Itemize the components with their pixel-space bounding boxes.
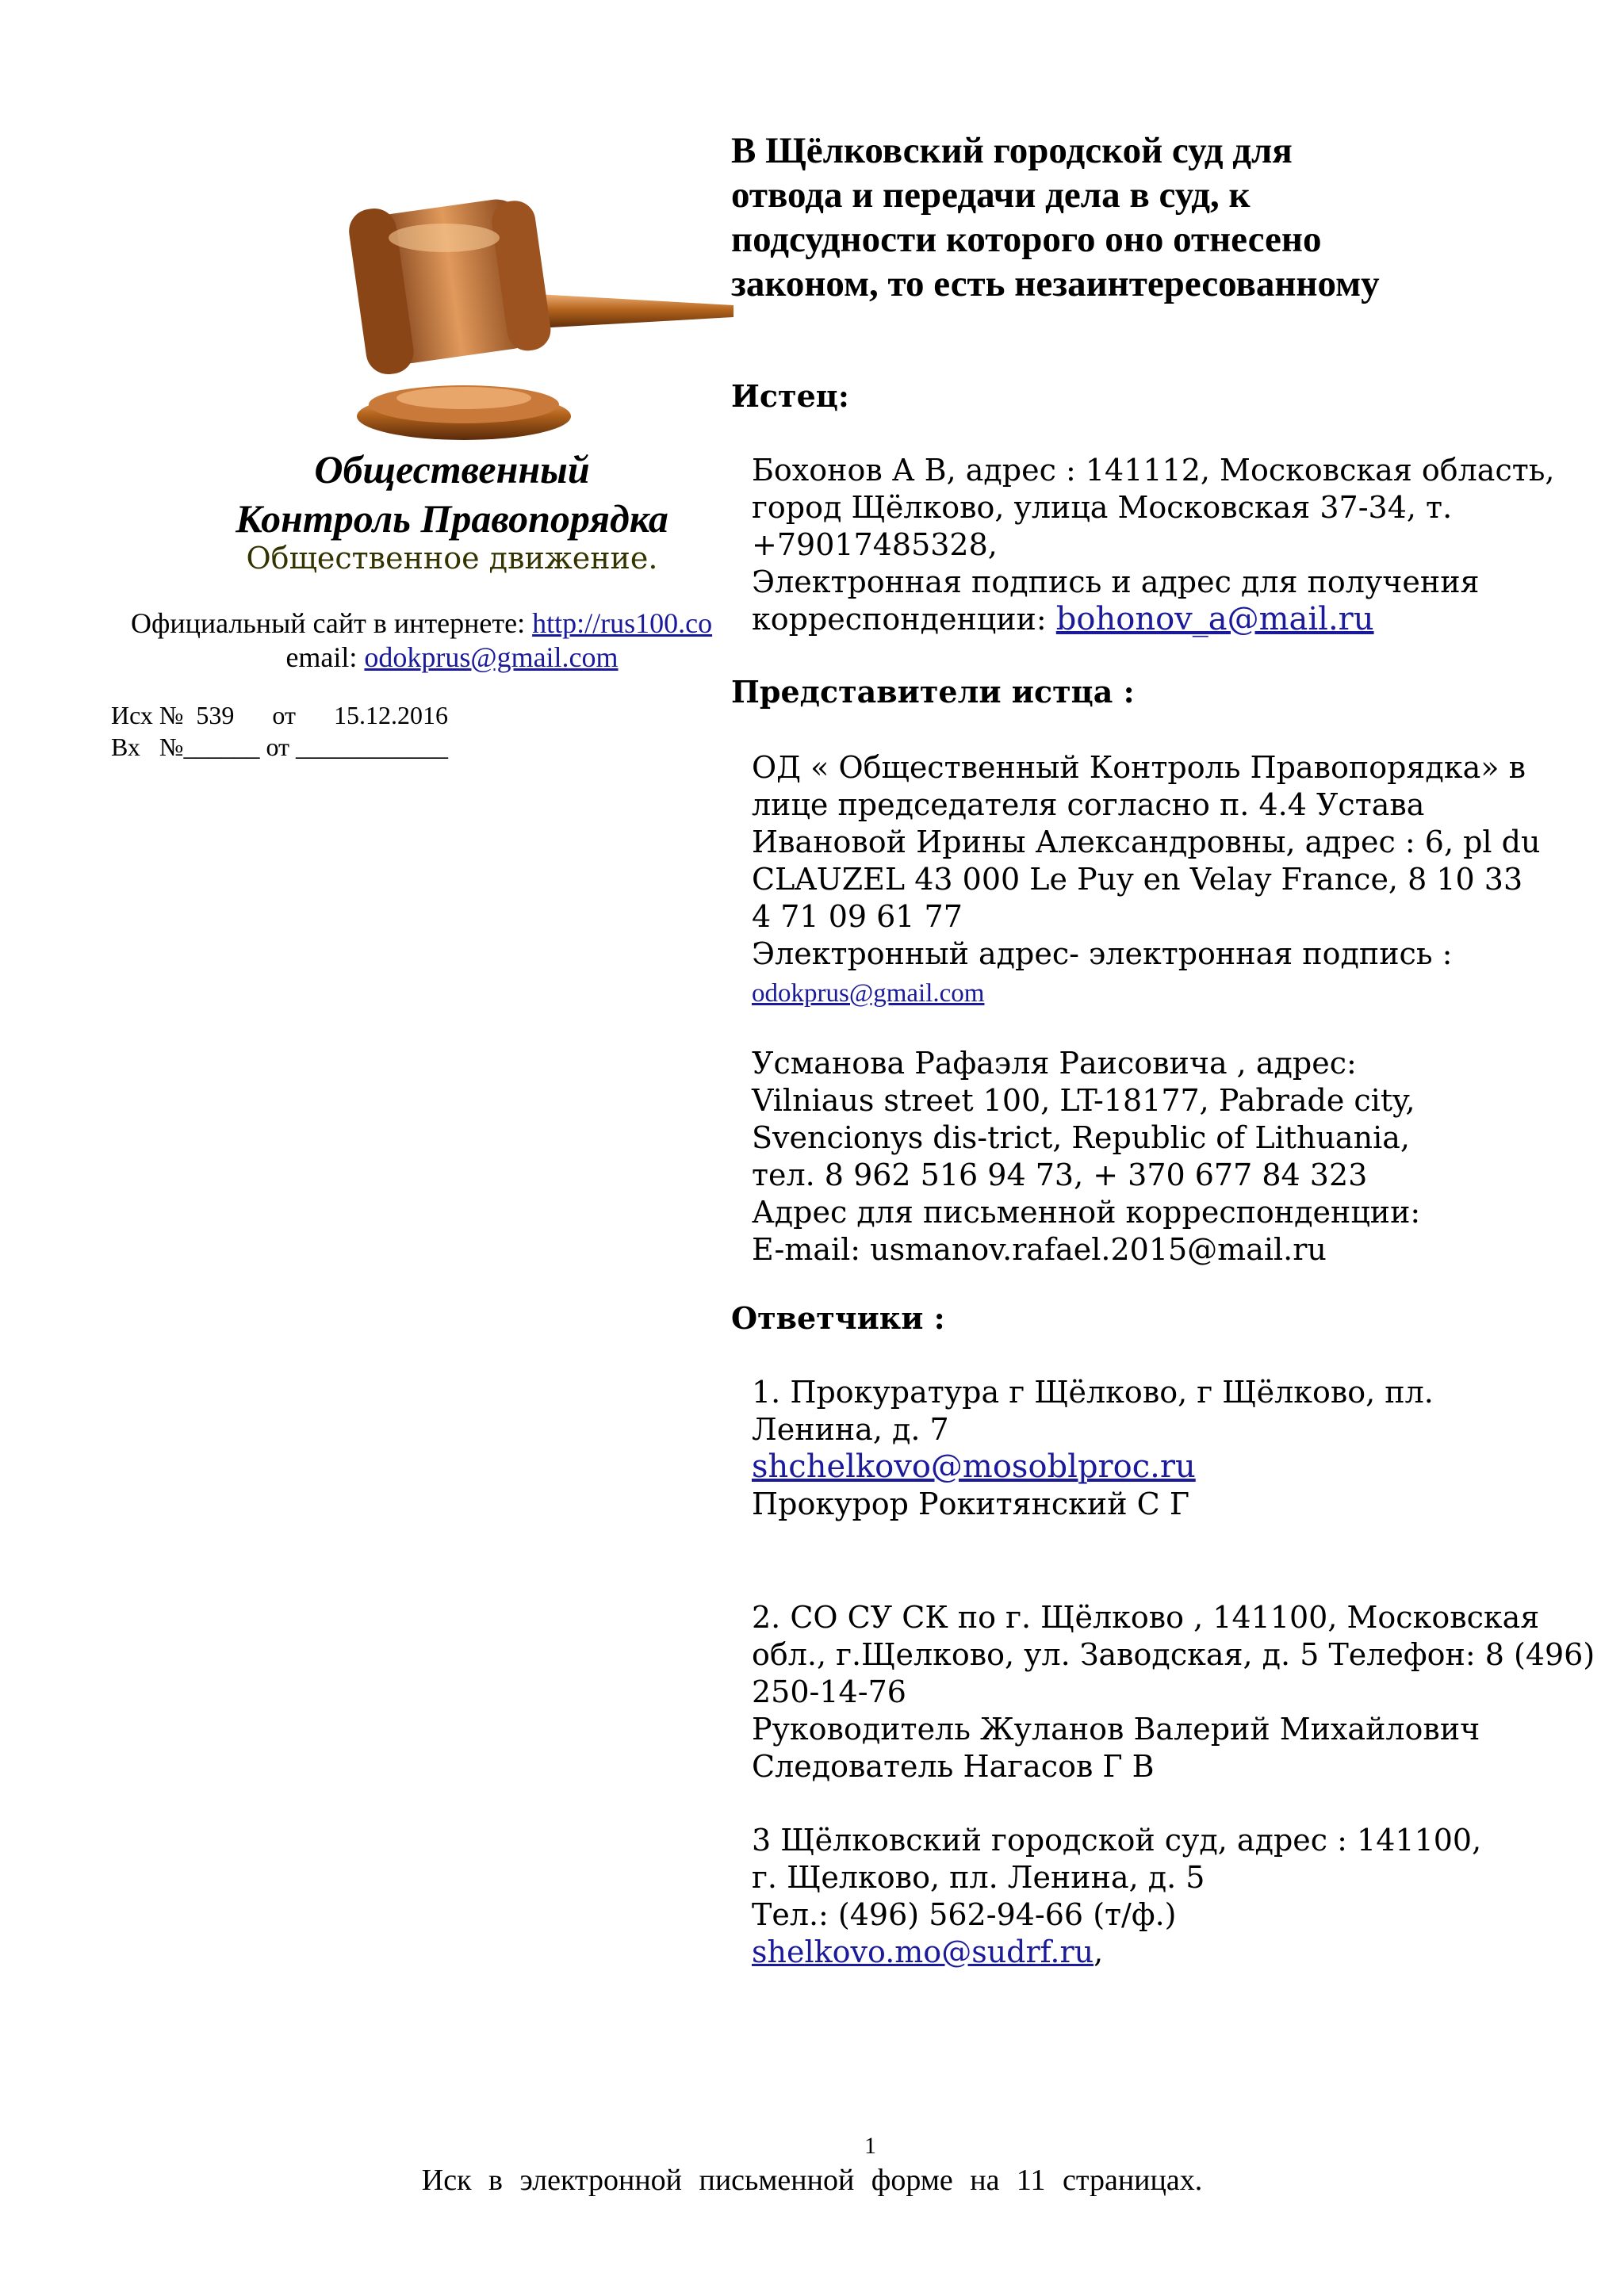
d1-person: Прокурор Рокитянский С Г: [752, 1487, 1189, 1521]
plaintiff-line: [752, 601, 1576, 638]
rep1-line: Электронный адрес- электронная подпись :: [752, 936, 1453, 971]
rep1-line: 4 71 09 61 77: [752, 899, 963, 934]
rep1-line: CLAUZEL 43 000 Le Puy en Velay France, 8 10 33: [752, 862, 1523, 897]
rep2-line: Усманова Рафаэля Раисовича , адрес:: [752, 1046, 1357, 1081]
d2-line: обл., г.Щелково, ул. Заводская, д. 5 Телефон: 8 (496): [752, 1637, 1595, 1672]
org-email-line: [119, 641, 785, 674]
org-subtitle: Общественное движение.: [246, 541, 658, 576]
outgoing-ref: Исх № 539 от 15.12.2016: [111, 701, 448, 729]
d2-line: Руководитель Жуланов Валерий Михайлович: [752, 1712, 1480, 1747]
d1-email-link[interactable]: shchelkovo@mosoblproc.ru: [752, 1448, 1196, 1485]
d1-line: Ленина, д. 7: [752, 1412, 949, 1447]
defendant-3-block: [752, 1822, 1576, 1971]
court-addressee: [731, 128, 1588, 306]
d3-email-link[interactable]: shelkovo.mo@sudrf.ru: [752, 1934, 1094, 1969]
rep2-line: Svencionys dis-trict, Republic of Lithuania,: [752, 1120, 1410, 1155]
incoming-ref: Вх №______ от ____________: [111, 733, 449, 761]
plaintiff-heading: Истец:: [731, 378, 849, 414]
org-name-line2: Контроль Правопорядка: [236, 496, 668, 541]
website-link[interactable]: http://rus100.co: [532, 607, 713, 639]
representative-1-block: [752, 749, 1576, 1012]
org-email-link[interactable]: odokprus@gmail.com: [364, 641, 619, 673]
defendant-1-block: [752, 1374, 1576, 1523]
representative-2-block: [752, 1045, 1576, 1269]
d2-line: 250-14-76: [752, 1674, 906, 1709]
rep1-line: ОД « Общественный Контроль Правопорядка» в: [752, 750, 1526, 785]
rep1-line: Ивановой Ирины Александровны, адрес : 6, pl du: [752, 825, 1541, 859]
rep1-line: лице председателя согласно п. 4.4 Устава: [752, 787, 1425, 822]
plaintiff-corr-label: корреспонденции:: [752, 602, 1047, 637]
rep1-email-link[interactable]: odokprus@gmail.com: [752, 979, 985, 1008]
d2-line: Следователь Нагасов Г В: [752, 1749, 1155, 1784]
d3-line: 3 Щёлковский городской суд, адрес : 141100,: [752, 1823, 1482, 1858]
rep2-line: Vilniaus street 100, LT-18177, Pabrade city,: [752, 1083, 1415, 1118]
defendant-2-block: [752, 1599, 1595, 1785]
gavel-logo: [325, 190, 737, 452]
plaintiff-email-link[interactable]: bohonov_a@mail.ru: [1055, 601, 1374, 637]
rep2-line: Адрес для письменной корреспонденции:: [752, 1195, 1421, 1230]
d2-line: 2. СО СУ СК по г. Щёлково , 141100, Московская: [752, 1600, 1540, 1635]
court-line: отвода и передачи дела в суд, к: [731, 174, 1251, 216]
page-number: 1: [864, 2133, 876, 2159]
org-name-line1: Общественный: [314, 447, 590, 492]
website-line: [131, 607, 733, 640]
d3-line: г. Щелково, пл. Ленина, д. 5: [752, 1860, 1205, 1895]
d1-line: 1. Прокуратура г Щёлково, г Щёлково, пл.: [752, 1375, 1434, 1410]
rep2-line: E-mail: usmanov.rafael.2015@mail.ru: [752, 1232, 1327, 1267]
plaintiff-block: [752, 452, 1576, 638]
plaintiff-line: город Щёлково, улица Московская 37-34, т.: [752, 490, 1453, 525]
d3-line: [752, 1934, 1576, 1971]
plaintiff-line: Электронная подпись и адрес для получения: [752, 564, 1480, 599]
rep2-line: тел. 8 962 516 94 73, + 370 677 84 323: [752, 1158, 1368, 1192]
footer-note: Иск в электронной письменной форме на 11 страницах.: [421, 2164, 1203, 2197]
plaintiff-line: Бохонов А В, адрес : 141112, Московская область,: [752, 453, 1555, 488]
defendants-heading: Ответчики :: [731, 1300, 945, 1336]
d3-email-suffix: ,: [1094, 1934, 1104, 1969]
court-line: подсудности которого оно отнесено: [731, 219, 1322, 260]
d3-line: Тел.: (496) 562-94-66 (т/ф.): [752, 1897, 1177, 1932]
representatives-heading: Представители истца :: [731, 674, 1135, 710]
org-email-label: email:: [285, 641, 358, 673]
court-line: В Щёлковский городской суд для: [731, 130, 1293, 171]
plaintiff-line: +79017485328,: [752, 527, 998, 562]
website-label: Официальный сайт в интернете:: [131, 607, 526, 639]
court-line: законом, то есть незаинтересованному: [731, 263, 1380, 304]
